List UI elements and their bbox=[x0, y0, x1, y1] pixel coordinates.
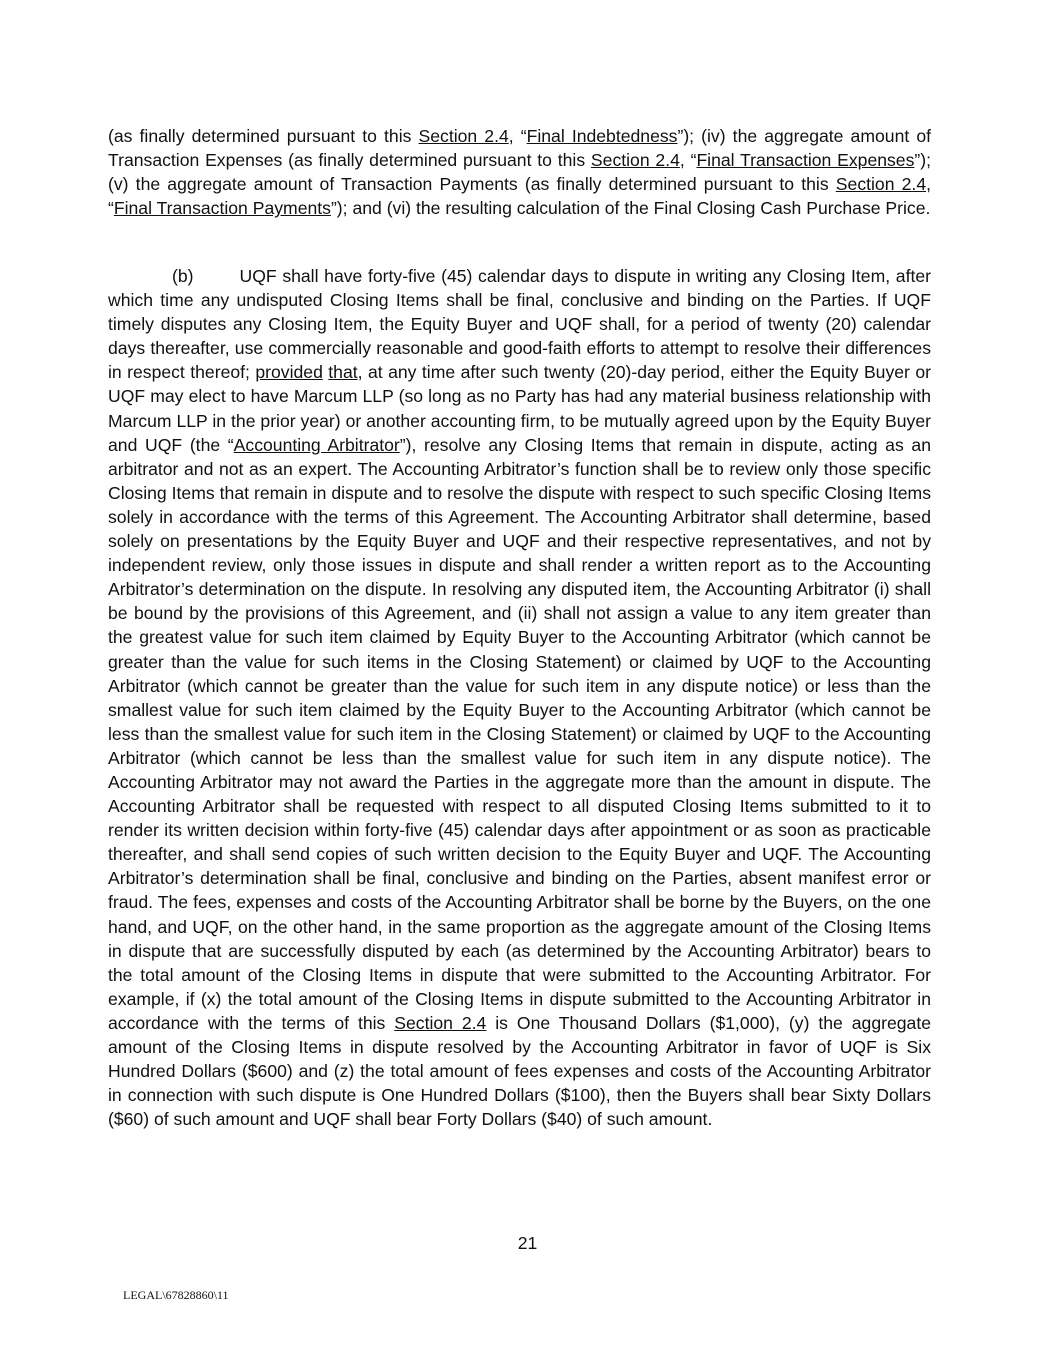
paragraph-a-text-5: ”); (v) the aggregate amount of Transaction Payments (as finally determined pursuant to this bbox=[108, 150, 932, 195]
paragraph-b-label: (b) bbox=[172, 266, 194, 286]
paragraph-b-text-5: is One Thousand Dollars ($1,000), (y) the aggregate amount of the Closing Items in dispute resolved by the Accounting Arbitrator in favor of UQF is Six Hundred Dollars ($600) and (z) the total amount of fees expenses and costs of the Accounting Arbitrator in connection with such dispute is One Hundred Dollars ($100), then the Buyers shall bear Sixty Dollars ($60) of such amount and UQF shall bear Forty Dollars ($40) of such amount. bbox=[108, 1012, 931, 1130]
page-number: 21 bbox=[517, 1233, 538, 1253]
emphasis-provided: provided bbox=[255, 362, 323, 383]
paragraph-a-text-6: , “ bbox=[108, 174, 931, 219]
paragraph-a-text-2: , “ bbox=[508, 126, 527, 146]
defined-term-accounting-arbitrator: Accounting Arbitrator bbox=[233, 434, 400, 455]
section-2-4-reference-2: Section 2.4 bbox=[590, 150, 680, 171]
paragraph-b bbox=[108, 264, 931, 1131]
paragraph-b-text-4: ”), resolve any Closing Items that remain in dispute, acting as an arbitrator and not as an expert. The Accounting Arbitrator’s function shall be to review only those specific Closing Items that remain in dispute and to resolve the dispute with respect to such specific Closing Items solely in accordance with the terms of this Agreement. The Accounting Arbitrator shall determine, based solely on presentations by the Equity Buyer and UQF and their respective representatives, and not by independent review, only those issues in dispute and shall render a written report as to the Accounting Arbitrator’s determination on the dispute. In resolving any disputed item, the Accounting Arbitrator (i) shall be bound by the provisions of this Agreement, and (ii) shall not assign a value to any item greater than the greatest value for such item claimed by Equity Buyer to the Accounting Arbitrator (which cannot be greater than the value for such items in the Closing Statement) or claimed by UQF to the Accounting Arbitrator (which cannot be greater than the value for such item in any dispute notice) or less than the smallest value for such item claimed by the Equity Buyer to the Accounting Arbitrator (which cannot be less than the smallest value for such item in the Closing Statement) or claimed by UQF to the Accounting Arbitrator (which cannot be less than the smallest value for such item in any dispute notice). The Accounting Arbitrator may not award the Parties in the aggregate more than the amount in dispute. The Accounting Arbitrator shall be requested with respect to all disputed Closing Items submitted to it to render its written decision within forty-five (45) calendar days after appointment or as soon as practicable thereafter, and shall send copies of such written decision to the Equity Buyer and UQF. The Accounting Arbitrator’s determination shall be final, conclusive and binding on the Parties, absent manifest error or fraud. The fees, expenses and costs of the Accounting Arbitrator shall be borne by the Buyers, on the one hand, and UQF, on the other hand, in the same proportion as the aggregate amount of the Closing Items in dispute that are successfully disputed by each (as determined by the Accounting Arbitrator) bears to the total amount of the Closing Items in dispute that were submitted to the Accounting Arbitrator. For example, if (x) the total amount of the Closing Items in dispute submitted to the Accounting Arbitrator in accordance with the terms of this bbox=[108, 434, 931, 1033]
section-2-4-reference-3: Section 2.4 bbox=[835, 174, 927, 195]
document-reference: LEGAL\67828860\11 bbox=[123, 1288, 229, 1302]
defined-term-final-indebtedness: Final Indebtedness bbox=[526, 126, 678, 146]
paragraph-b-text-1: UQF shall have forty-five (45) calendar days to dispute in writing any Closing Item, after which time any undisputed Closing Items shall be final, conclusive and binding on the Parties. If UQF timely disputes any Closing Item, the Equity Buyer and UQF shall, for a period of twenty (20) calendar days thereafter, use commercially reasonable and good-faith efforts to attempt to resolve their differences in respect thereof; bbox=[108, 266, 931, 383]
paragraph-b-text-3: , at any time after such twenty (20)-day period, either the Equity Buyer or UQF may elect to have Marcum LLP (so long as no Party has had any material business relationship with Marcum LLP in the prior year) or another accounting firm, to be mutually agreed upon by the Equity Buyer and UQF (the “ bbox=[108, 362, 931, 455]
emphasis-that: that bbox=[328, 362, 358, 383]
section-2-4-reference-4: Section 2.4 bbox=[394, 1012, 487, 1033]
defined-term-final-transaction-payments: Final Transaction Payments bbox=[113, 198, 331, 219]
paragraph-a-text-4: , “ bbox=[679, 150, 697, 171]
paragraph-a-text-7: ”); and (vi) the resulting calculation of the Final Closing Cash Purchase Price. bbox=[330, 198, 931, 219]
section-2-4-reference-1: Section 2.4 bbox=[418, 126, 509, 146]
paragraph-a-continuation bbox=[108, 124, 931, 220]
paragraph-a-text-1: (as finally determined pursuant to this bbox=[108, 126, 419, 146]
paragraph-a-text-3: ”); (iv) the aggregate amount of Transaction Expenses (as finally determined pursuant to this bbox=[108, 126, 932, 171]
defined-term-final-transaction-expenses: Final Transaction Expenses bbox=[696, 150, 915, 171]
